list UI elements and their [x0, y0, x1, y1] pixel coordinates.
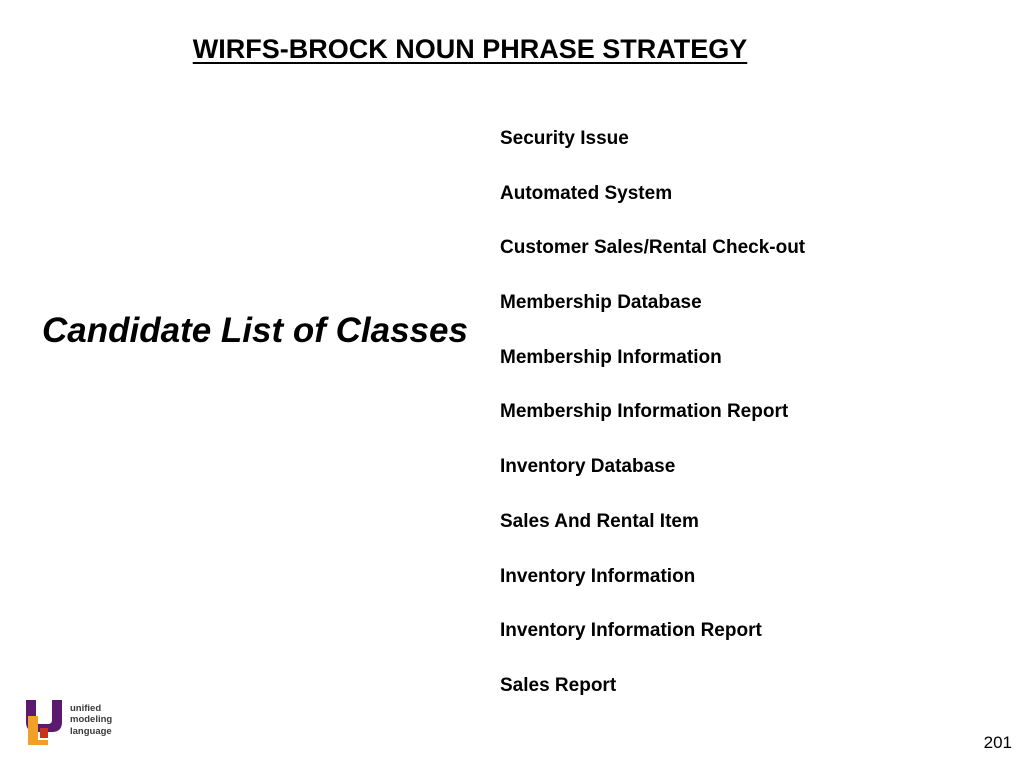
class-item: Sales And Rental Item — [500, 510, 699, 532]
uml-logo — [24, 694, 112, 746]
class-item: Security Issue — [500, 128, 629, 149]
class-item: Membership Database — [500, 292, 702, 314]
logo-word: modeling — [70, 714, 113, 726]
class-item: Membership Information Report — [500, 401, 789, 423]
class-item: Inventory Information — [500, 565, 696, 587]
class-item: Inventory Database — [500, 456, 676, 478]
slide-subtitle: Candidate List of Classes — [42, 311, 468, 350]
logo-wordmark — [70, 703, 112, 738]
class-item: Inventory Information Report — [500, 620, 762, 642]
logo-word: unified — [70, 702, 102, 714]
candidate-class-list — [500, 126, 805, 728]
class-item: Customer Sales/Rental Check-out — [500, 237, 806, 259]
slide-title: WIRFS-BROCK NOUN PHRASE STRATEGY — [192, 34, 748, 64]
class-item: Automated System — [500, 182, 673, 204]
class-item: Membership Information — [500, 346, 722, 368]
logo-word: language — [70, 725, 112, 737]
class-item: Sales Report — [500, 674, 617, 696]
uml-logo-icon — [24, 694, 66, 746]
page-number: 201 — [983, 733, 1012, 752]
